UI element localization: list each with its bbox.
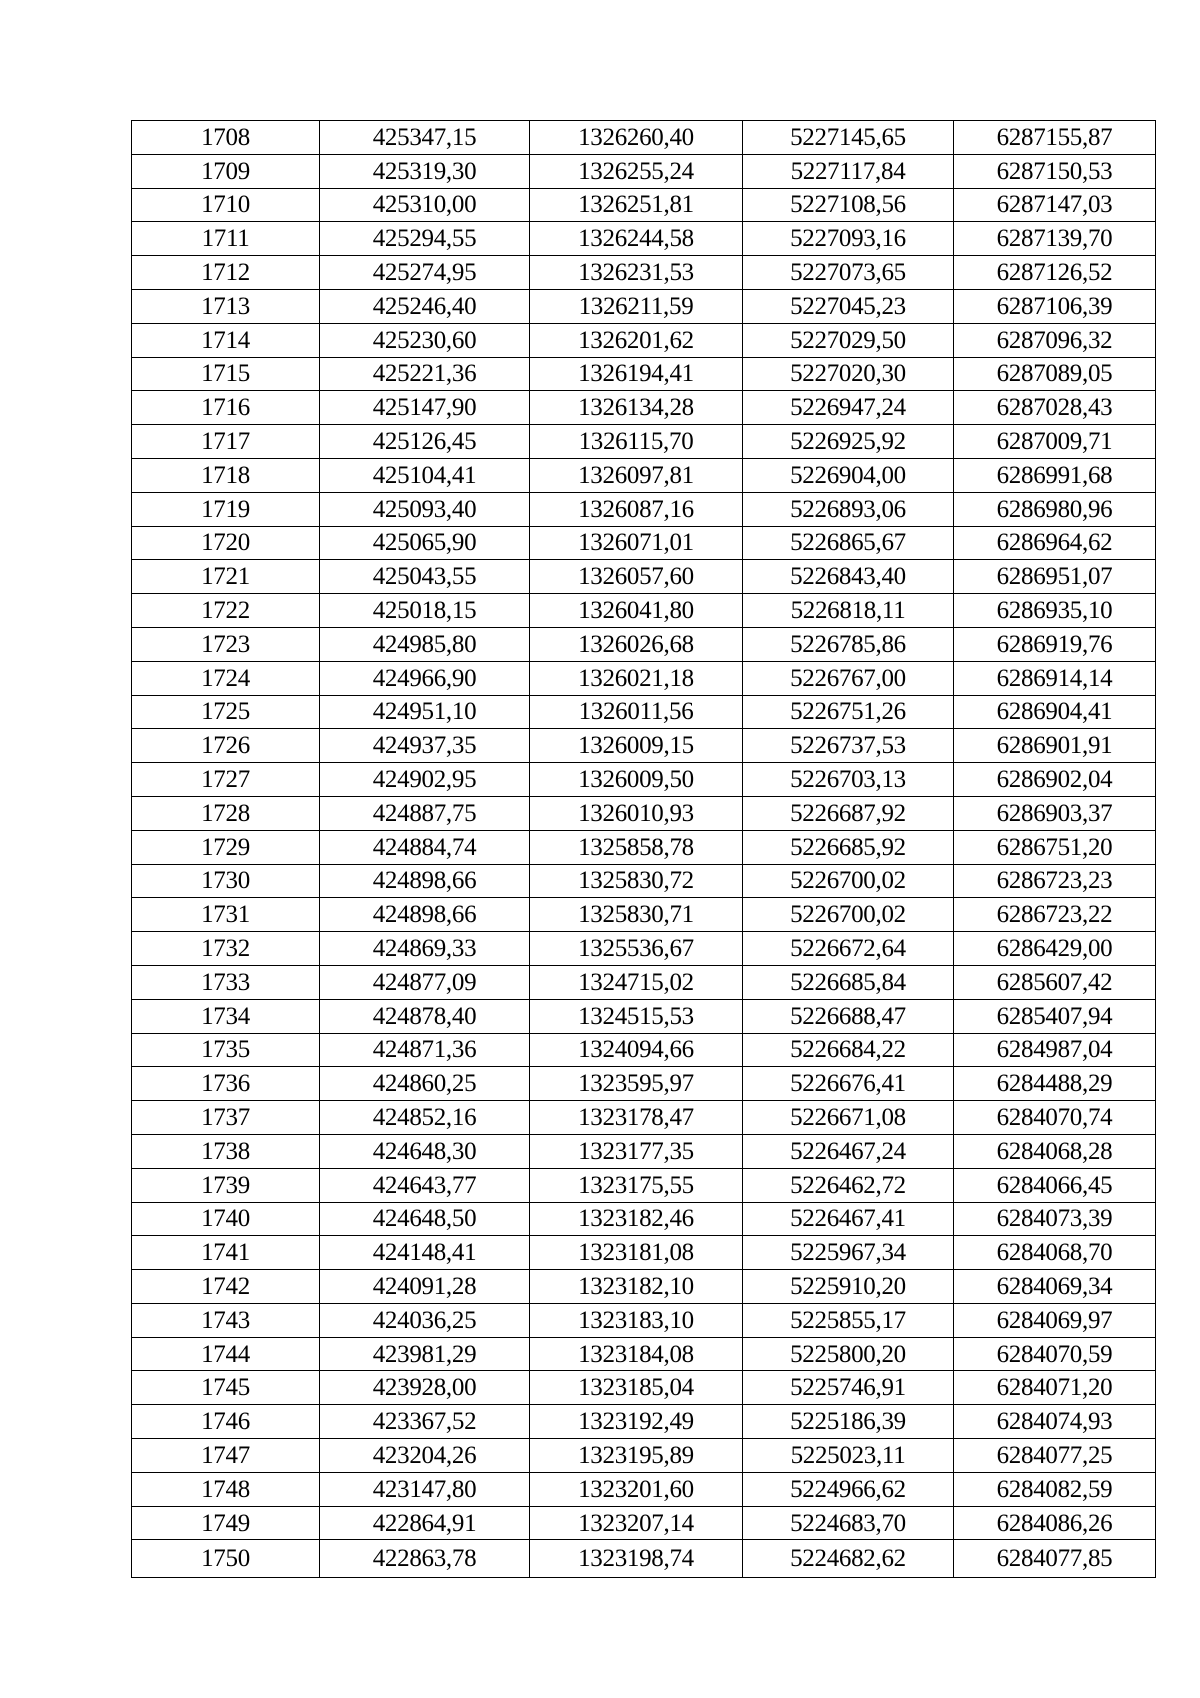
table-row: [132, 121, 1156, 155]
table-row: [132, 1337, 1156, 1371]
y-coordinate-cell: 1323177,35: [530, 1134, 743, 1168]
point-number-cell: 1710: [132, 188, 320, 222]
y-coordinate-cell: 1326071,01: [530, 526, 743, 560]
y2-coordinate-cell: 6286751,20: [954, 830, 1156, 864]
table-row: [132, 425, 1156, 459]
x2-coordinate-cell: 5226737,53: [743, 729, 954, 763]
y2-coordinate-cell: 6287106,39: [954, 289, 1156, 323]
x2-coordinate-cell: 5226467,24: [743, 1134, 954, 1168]
y2-coordinate-cell: 6284987,04: [954, 1033, 1156, 1067]
point-number-cell: 1725: [132, 695, 320, 729]
x-coordinate-cell: 424985,80: [320, 627, 530, 661]
point-number-cell: 1748: [132, 1472, 320, 1506]
x2-coordinate-cell: 5226685,92: [743, 830, 954, 864]
point-number-cell: 1724: [132, 661, 320, 695]
x-coordinate-cell: 425274,95: [320, 256, 530, 290]
x-coordinate-cell: 424648,30: [320, 1134, 530, 1168]
point-number-cell: 1734: [132, 999, 320, 1033]
coordinates-table-body: [132, 121, 1156, 1578]
point-number-cell: 1742: [132, 1270, 320, 1304]
table-row: [132, 256, 1156, 290]
y-coordinate-cell: 1323195,89: [530, 1439, 743, 1473]
y2-coordinate-cell: 6284077,25: [954, 1439, 1156, 1473]
x-coordinate-cell: 422863,78: [320, 1540, 530, 1578]
point-number-cell: 1735: [132, 1033, 320, 1067]
table-row: [132, 729, 1156, 763]
x-coordinate-cell: 422864,91: [320, 1506, 530, 1540]
x2-coordinate-cell: 5226703,13: [743, 763, 954, 797]
x-coordinate-cell: 425347,15: [320, 121, 530, 155]
y-coordinate-cell: 1326097,81: [530, 458, 743, 492]
x-coordinate-cell: 424937,35: [320, 729, 530, 763]
y2-coordinate-cell: 6287150,53: [954, 154, 1156, 188]
table-row: [132, 999, 1156, 1033]
table-row: [132, 391, 1156, 425]
table-row: [132, 1405, 1156, 1439]
table-row: [132, 1236, 1156, 1270]
point-number-cell: 1732: [132, 932, 320, 966]
point-number-cell: 1714: [132, 323, 320, 357]
y-coordinate-cell: 1323182,10: [530, 1270, 743, 1304]
y2-coordinate-cell: 6284069,97: [954, 1303, 1156, 1337]
point-number-cell: 1718: [132, 458, 320, 492]
x-coordinate-cell: 425221,36: [320, 357, 530, 391]
point-number-cell: 1736: [132, 1067, 320, 1101]
table-row: [132, 1270, 1156, 1304]
x-coordinate-cell: 424852,16: [320, 1101, 530, 1135]
y2-coordinate-cell: 6286991,68: [954, 458, 1156, 492]
x-coordinate-cell: 425043,55: [320, 560, 530, 594]
x2-coordinate-cell: 5225186,39: [743, 1405, 954, 1439]
point-number-cell: 1709: [132, 154, 320, 188]
y2-coordinate-cell: 6284068,28: [954, 1134, 1156, 1168]
x2-coordinate-cell: 5226818,11: [743, 594, 954, 628]
x-coordinate-cell: 424877,09: [320, 965, 530, 999]
table-row: [132, 1134, 1156, 1168]
y-coordinate-cell: 1323184,08: [530, 1337, 743, 1371]
y-coordinate-cell: 1325536,67: [530, 932, 743, 966]
table-row: [132, 458, 1156, 492]
x2-coordinate-cell: 5227108,56: [743, 188, 954, 222]
y-coordinate-cell: 1325830,72: [530, 864, 743, 898]
y2-coordinate-cell: 6284070,59: [954, 1337, 1156, 1371]
table-row: [132, 188, 1156, 222]
point-number-cell: 1747: [132, 1439, 320, 1473]
table-row: [132, 526, 1156, 560]
y2-coordinate-cell: 6287126,52: [954, 256, 1156, 290]
x-coordinate-cell: 424898,66: [320, 898, 530, 932]
table-row: [132, 661, 1156, 695]
y2-coordinate-cell: 6286935,10: [954, 594, 1156, 628]
y2-coordinate-cell: 6284071,20: [954, 1371, 1156, 1405]
point-number-cell: 1708: [132, 121, 320, 155]
point-number-cell: 1730: [132, 864, 320, 898]
x2-coordinate-cell: 5226865,67: [743, 526, 954, 560]
y2-coordinate-cell: 6286903,37: [954, 796, 1156, 830]
y-coordinate-cell: 1323175,55: [530, 1168, 743, 1202]
x2-coordinate-cell: 5225023,11: [743, 1439, 954, 1473]
y2-coordinate-cell: 6284069,34: [954, 1270, 1156, 1304]
table-row: [132, 1168, 1156, 1202]
point-number-cell: 1749: [132, 1506, 320, 1540]
x2-coordinate-cell: 5226688,47: [743, 999, 954, 1033]
x2-coordinate-cell: 5226904,00: [743, 458, 954, 492]
x-coordinate-cell: 424860,25: [320, 1067, 530, 1101]
x2-coordinate-cell: 5226925,92: [743, 425, 954, 459]
point-number-cell: 1715: [132, 357, 320, 391]
table-row: [132, 627, 1156, 661]
x-coordinate-cell: 424884,74: [320, 830, 530, 864]
x2-coordinate-cell: 5226462,72: [743, 1168, 954, 1202]
point-number-cell: 1721: [132, 560, 320, 594]
y-coordinate-cell: 1323185,04: [530, 1371, 743, 1405]
table-row: [132, 323, 1156, 357]
y-coordinate-cell: 1326255,24: [530, 154, 743, 188]
x2-coordinate-cell: 5227045,23: [743, 289, 954, 323]
x-coordinate-cell: 423367,52: [320, 1405, 530, 1439]
x-coordinate-cell: 424871,36: [320, 1033, 530, 1067]
y-coordinate-cell: 1323182,46: [530, 1202, 743, 1236]
y-coordinate-cell: 1326134,28: [530, 391, 743, 425]
x2-coordinate-cell: 5225967,34: [743, 1236, 954, 1270]
x-coordinate-cell: 424648,50: [320, 1202, 530, 1236]
x2-coordinate-cell: 5226893,06: [743, 492, 954, 526]
table-row: [132, 492, 1156, 526]
x-coordinate-cell: 425018,15: [320, 594, 530, 628]
point-number-cell: 1717: [132, 425, 320, 459]
y2-coordinate-cell: 6284068,70: [954, 1236, 1156, 1270]
x-coordinate-cell: 424148,41: [320, 1236, 530, 1270]
point-number-cell: 1716: [132, 391, 320, 425]
x-coordinate-cell: 425246,40: [320, 289, 530, 323]
table-row: [132, 1067, 1156, 1101]
x2-coordinate-cell: 5227020,30: [743, 357, 954, 391]
y2-coordinate-cell: 6284488,29: [954, 1067, 1156, 1101]
y2-coordinate-cell: 6286902,04: [954, 763, 1156, 797]
y-coordinate-cell: 1323192,49: [530, 1405, 743, 1439]
y2-coordinate-cell: 6285407,94: [954, 999, 1156, 1033]
y-coordinate-cell: 1326251,81: [530, 188, 743, 222]
x-coordinate-cell: 424966,90: [320, 661, 530, 695]
x2-coordinate-cell: 5225855,17: [743, 1303, 954, 1337]
table-row: [132, 864, 1156, 898]
point-number-cell: 1723: [132, 627, 320, 661]
x2-coordinate-cell: 5227073,65: [743, 256, 954, 290]
point-number-cell: 1740: [132, 1202, 320, 1236]
table-row: [132, 1472, 1156, 1506]
y-coordinate-cell: 1326041,80: [530, 594, 743, 628]
x2-coordinate-cell: 5226700,02: [743, 864, 954, 898]
y-coordinate-cell: 1326231,53: [530, 256, 743, 290]
point-number-cell: 1722: [132, 594, 320, 628]
x2-coordinate-cell: 5224683,70: [743, 1506, 954, 1540]
y2-coordinate-cell: 6286980,96: [954, 492, 1156, 526]
y2-coordinate-cell: 6287089,05: [954, 357, 1156, 391]
y-coordinate-cell: 1325830,71: [530, 898, 743, 932]
y2-coordinate-cell: 6287139,70: [954, 222, 1156, 256]
x-coordinate-cell: 424951,10: [320, 695, 530, 729]
table-row: [132, 222, 1156, 256]
point-number-cell: 1743: [132, 1303, 320, 1337]
x2-coordinate-cell: 5226947,24: [743, 391, 954, 425]
y-coordinate-cell: 1326244,58: [530, 222, 743, 256]
table-row: [132, 1033, 1156, 1067]
point-number-cell: 1726: [132, 729, 320, 763]
y-coordinate-cell: 1323178,47: [530, 1101, 743, 1135]
x2-coordinate-cell: 5224966,62: [743, 1472, 954, 1506]
x-coordinate-cell: 424036,25: [320, 1303, 530, 1337]
y-coordinate-cell: 1324715,02: [530, 965, 743, 999]
x-coordinate-cell: 425310,00: [320, 188, 530, 222]
y-coordinate-cell: 1323183,10: [530, 1303, 743, 1337]
y-coordinate-cell: 1323207,14: [530, 1506, 743, 1540]
point-number-cell: 1711: [132, 222, 320, 256]
y-coordinate-cell: 1326021,18: [530, 661, 743, 695]
x-coordinate-cell: 425065,90: [320, 526, 530, 560]
table-row: [132, 154, 1156, 188]
y-coordinate-cell: 1323595,97: [530, 1067, 743, 1101]
x2-coordinate-cell: 5226676,41: [743, 1067, 954, 1101]
y-coordinate-cell: 1326010,93: [530, 796, 743, 830]
x-coordinate-cell: 424887,75: [320, 796, 530, 830]
x2-coordinate-cell: 5226671,08: [743, 1101, 954, 1135]
x2-coordinate-cell: 5225910,20: [743, 1270, 954, 1304]
y2-coordinate-cell: 6287028,43: [954, 391, 1156, 425]
table-row: [132, 1303, 1156, 1337]
x2-coordinate-cell: 5225746,91: [743, 1371, 954, 1405]
x2-coordinate-cell: 5224682,62: [743, 1540, 954, 1578]
y-coordinate-cell: 1326211,59: [530, 289, 743, 323]
y-coordinate-cell: 1326009,15: [530, 729, 743, 763]
y2-coordinate-cell: 6286901,91: [954, 729, 1156, 763]
point-number-cell: 1750: [132, 1540, 320, 1578]
x-coordinate-cell: 424869,33: [320, 932, 530, 966]
point-number-cell: 1729: [132, 830, 320, 864]
y2-coordinate-cell: 6287096,32: [954, 323, 1156, 357]
table-row: [132, 965, 1156, 999]
table-row: [132, 898, 1156, 932]
y-coordinate-cell: 1324094,66: [530, 1033, 743, 1067]
x-coordinate-cell: 423147,80: [320, 1472, 530, 1506]
x-coordinate-cell: 425294,55: [320, 222, 530, 256]
y2-coordinate-cell: 6286723,23: [954, 864, 1156, 898]
table-row: [132, 796, 1156, 830]
point-number-cell: 1728: [132, 796, 320, 830]
x2-coordinate-cell: 5227093,16: [743, 222, 954, 256]
table-row: [132, 289, 1156, 323]
x-coordinate-cell: 424091,28: [320, 1270, 530, 1304]
x2-coordinate-cell: 5226684,22: [743, 1033, 954, 1067]
y-coordinate-cell: 1326115,70: [530, 425, 743, 459]
x-coordinate-cell: 425230,60: [320, 323, 530, 357]
y2-coordinate-cell: 6287009,71: [954, 425, 1156, 459]
x2-coordinate-cell: 5227145,65: [743, 121, 954, 155]
x-coordinate-cell: 424898,66: [320, 864, 530, 898]
y2-coordinate-cell: 6284082,59: [954, 1472, 1156, 1506]
y-coordinate-cell: 1323198,74: [530, 1540, 743, 1578]
point-number-cell: 1727: [132, 763, 320, 797]
y2-coordinate-cell: 6284074,93: [954, 1405, 1156, 1439]
y2-coordinate-cell: 6287155,87: [954, 121, 1156, 155]
table-row: [132, 1540, 1156, 1578]
y2-coordinate-cell: 6284077,85: [954, 1540, 1156, 1578]
table-row: [132, 1439, 1156, 1473]
y2-coordinate-cell: 6286904,41: [954, 695, 1156, 729]
table-row: [132, 1371, 1156, 1405]
table-row: [132, 695, 1156, 729]
point-number-cell: 1733: [132, 965, 320, 999]
point-number-cell: 1731: [132, 898, 320, 932]
y-coordinate-cell: 1326260,40: [530, 121, 743, 155]
x2-coordinate-cell: 5227029,50: [743, 323, 954, 357]
point-number-cell: 1712: [132, 256, 320, 290]
x2-coordinate-cell: 5226685,84: [743, 965, 954, 999]
y2-coordinate-cell: 6286964,62: [954, 526, 1156, 560]
y2-coordinate-cell: 6286429,00: [954, 932, 1156, 966]
y2-coordinate-cell: 6286919,76: [954, 627, 1156, 661]
point-number-cell: 1744: [132, 1337, 320, 1371]
x-coordinate-cell: 423928,00: [320, 1371, 530, 1405]
x-coordinate-cell: 423981,29: [320, 1337, 530, 1371]
x2-coordinate-cell: 5225800,20: [743, 1337, 954, 1371]
y2-coordinate-cell: 6286914,14: [954, 661, 1156, 695]
y2-coordinate-cell: 6285607,42: [954, 965, 1156, 999]
y2-coordinate-cell: 6286723,22: [954, 898, 1156, 932]
y-coordinate-cell: 1323181,08: [530, 1236, 743, 1270]
table-row: [132, 1101, 1156, 1135]
point-number-cell: 1737: [132, 1101, 320, 1135]
y-coordinate-cell: 1326026,68: [530, 627, 743, 661]
x-coordinate-cell: 425147,90: [320, 391, 530, 425]
y-coordinate-cell: 1324515,53: [530, 999, 743, 1033]
table-row: [132, 594, 1156, 628]
x-coordinate-cell: 423204,26: [320, 1439, 530, 1473]
y-coordinate-cell: 1326201,62: [530, 323, 743, 357]
x-coordinate-cell: 424878,40: [320, 999, 530, 1033]
point-number-cell: 1738: [132, 1134, 320, 1168]
y2-coordinate-cell: 6284073,39: [954, 1202, 1156, 1236]
table-row: [132, 830, 1156, 864]
x2-coordinate-cell: 5226767,00: [743, 661, 954, 695]
y-coordinate-cell: 1326194,41: [530, 357, 743, 391]
x-coordinate-cell: 425104,41: [320, 458, 530, 492]
table-row: [132, 357, 1156, 391]
y-coordinate-cell: 1326009,50: [530, 763, 743, 797]
y2-coordinate-cell: 6287147,03: [954, 188, 1156, 222]
y-coordinate-cell: 1326087,16: [530, 492, 743, 526]
x2-coordinate-cell: 5227117,84: [743, 154, 954, 188]
point-number-cell: 1739: [132, 1168, 320, 1202]
y2-coordinate-cell: 6284086,26: [954, 1506, 1156, 1540]
point-number-cell: 1746: [132, 1405, 320, 1439]
table-row: [132, 1506, 1156, 1540]
y-coordinate-cell: 1323201,60: [530, 1472, 743, 1506]
x2-coordinate-cell: 5226672,64: [743, 932, 954, 966]
y-coordinate-cell: 1326011,56: [530, 695, 743, 729]
x2-coordinate-cell: 5226843,40: [743, 560, 954, 594]
x-coordinate-cell: 425126,45: [320, 425, 530, 459]
table-row: [132, 763, 1156, 797]
x-coordinate-cell: 424643,77: [320, 1168, 530, 1202]
x-coordinate-cell: 424902,95: [320, 763, 530, 797]
point-number-cell: 1745: [132, 1371, 320, 1405]
x2-coordinate-cell: 5226700,02: [743, 898, 954, 932]
y2-coordinate-cell: 6286951,07: [954, 560, 1156, 594]
x2-coordinate-cell: 5226785,86: [743, 627, 954, 661]
table-row: [132, 560, 1156, 594]
x2-coordinate-cell: 5226467,41: [743, 1202, 954, 1236]
x2-coordinate-cell: 5226751,26: [743, 695, 954, 729]
point-number-cell: 1713: [132, 289, 320, 323]
y2-coordinate-cell: 6284066,45: [954, 1168, 1156, 1202]
table-row: [132, 1202, 1156, 1236]
y-coordinate-cell: 1326057,60: [530, 560, 743, 594]
x-coordinate-cell: 425093,40: [320, 492, 530, 526]
y-coordinate-cell: 1325858,78: [530, 830, 743, 864]
y2-coordinate-cell: 6284070,74: [954, 1101, 1156, 1135]
table-row: [132, 932, 1156, 966]
x-coordinate-cell: 425319,30: [320, 154, 530, 188]
point-number-cell: 1720: [132, 526, 320, 560]
point-number-cell: 1719: [132, 492, 320, 526]
point-number-cell: 1741: [132, 1236, 320, 1270]
coordinates-table: [131, 120, 1156, 1578]
x2-coordinate-cell: 5226687,92: [743, 796, 954, 830]
